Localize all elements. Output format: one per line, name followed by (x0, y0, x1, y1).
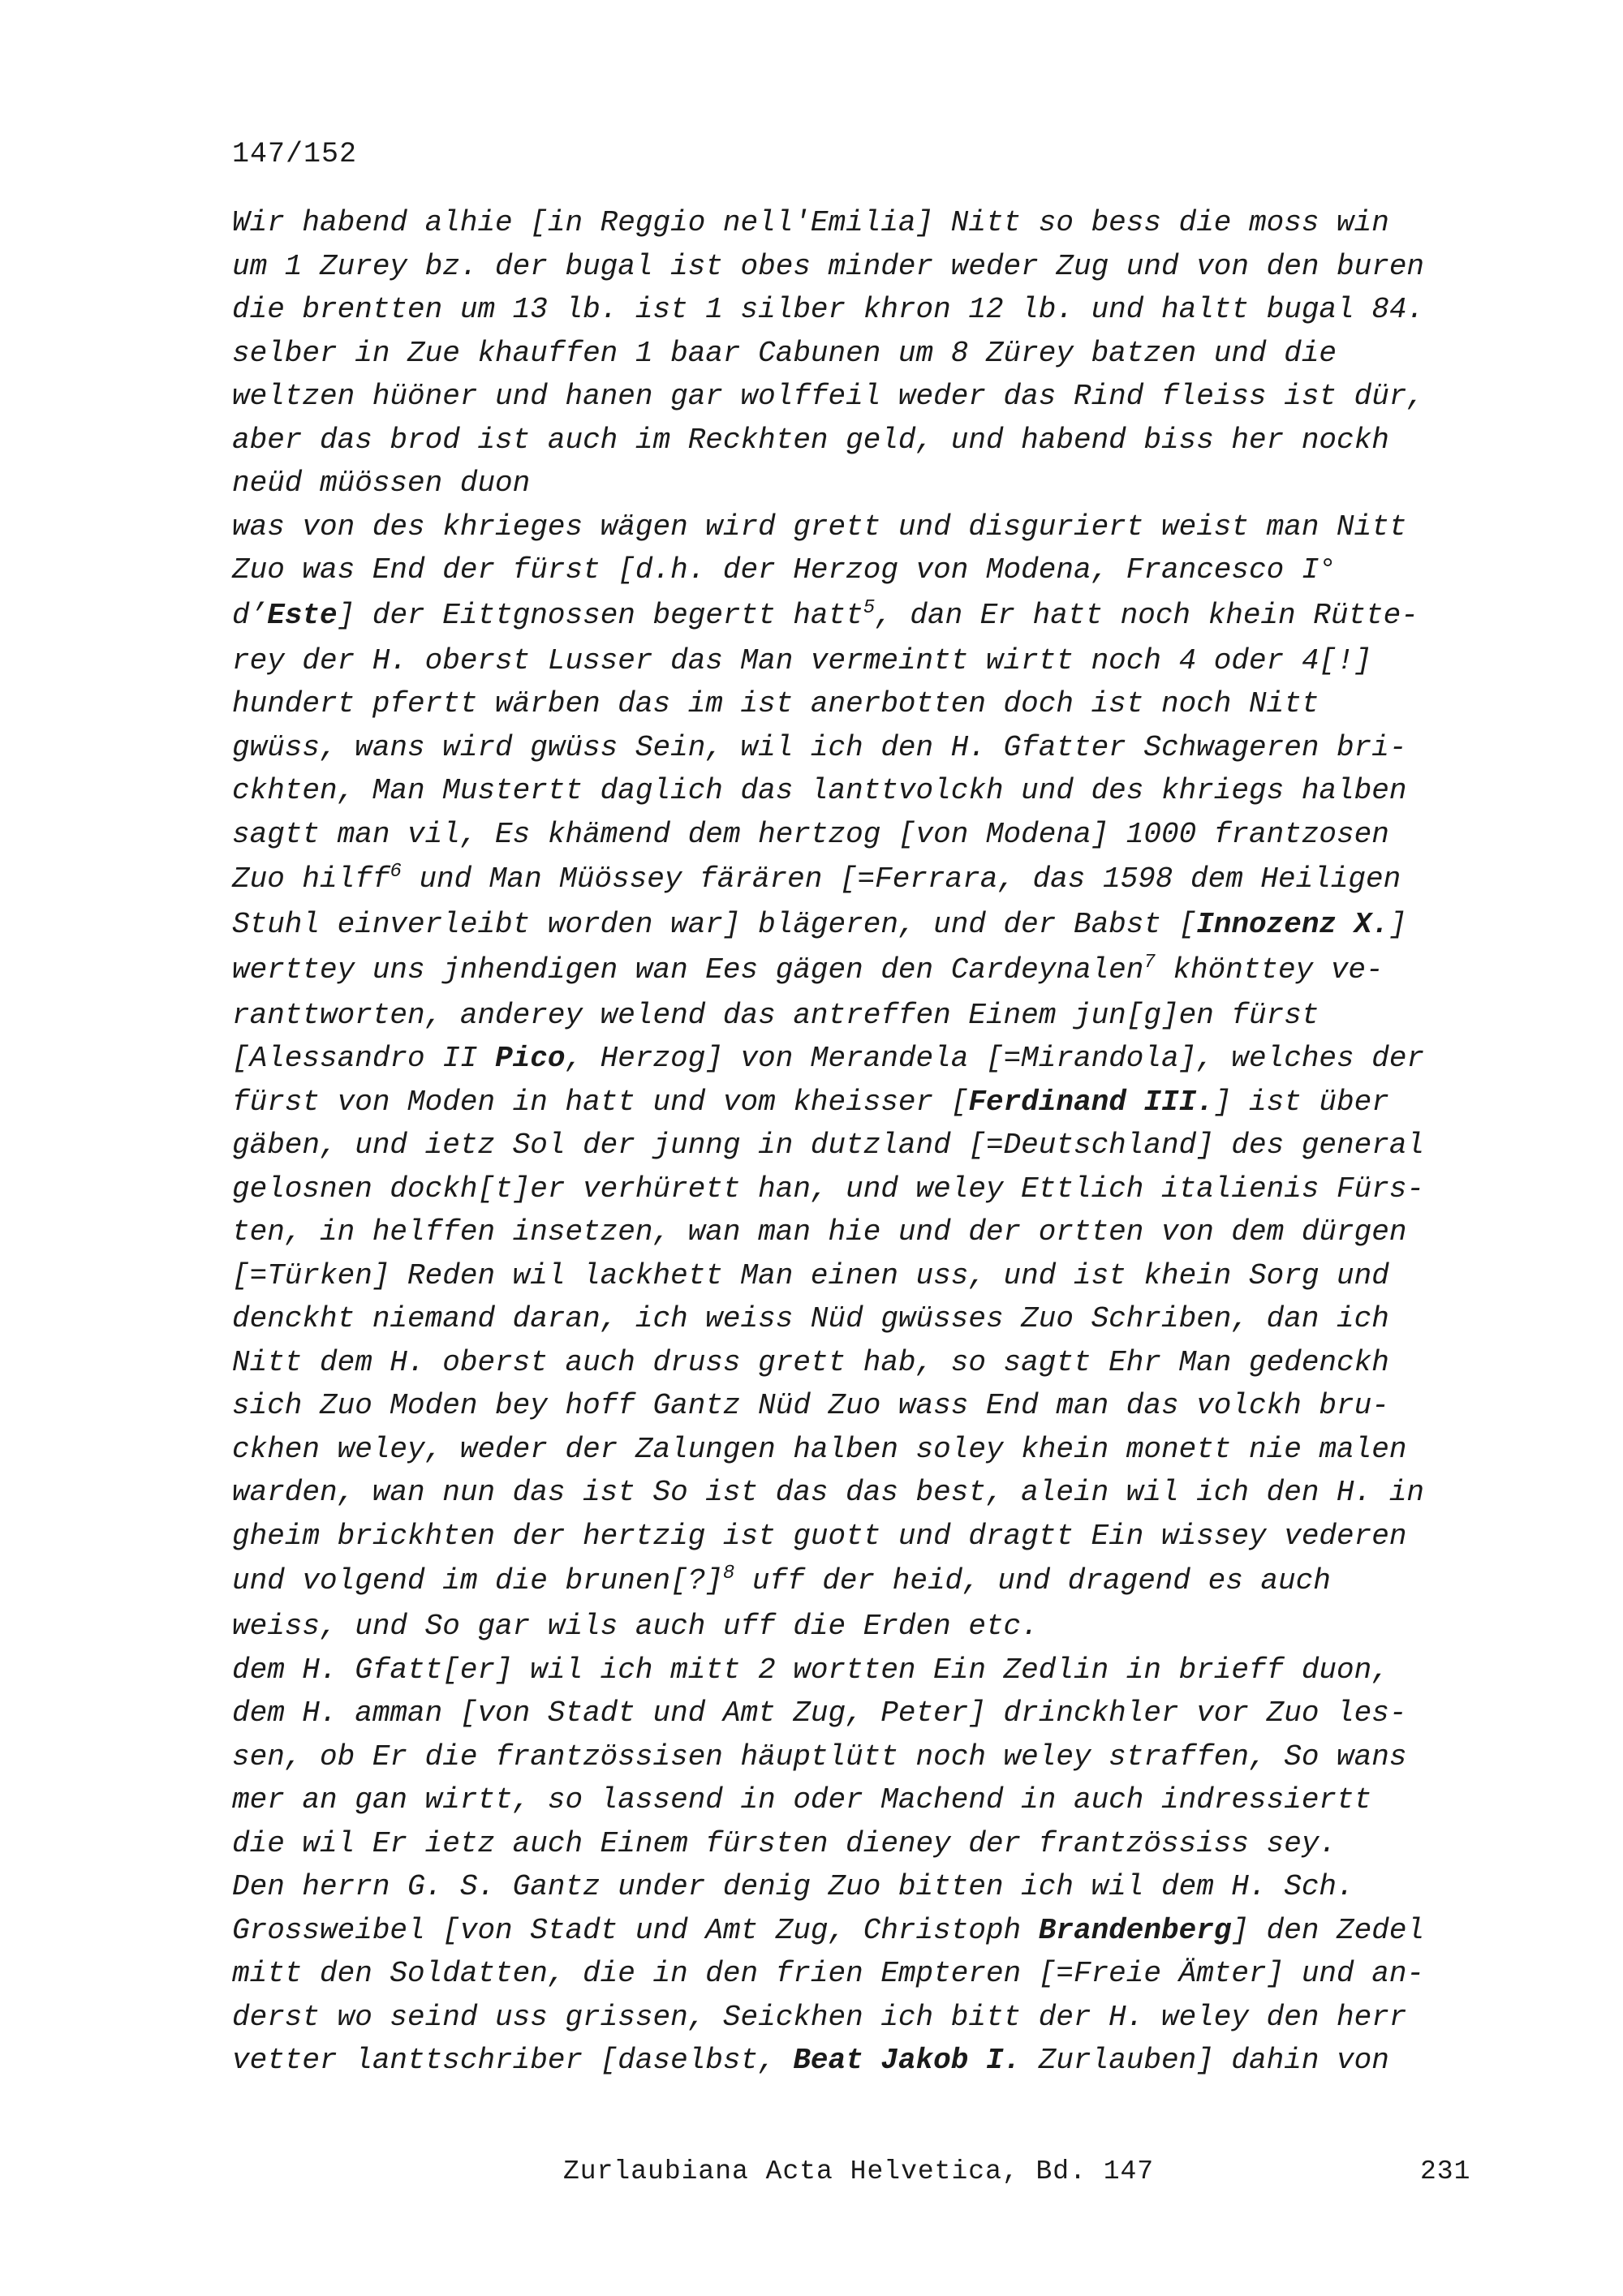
text-segment: [Alessandro II (232, 1042, 496, 1075)
text-line: neüd müössen duon (232, 467, 531, 500)
text-segment: ] (1388, 908, 1407, 941)
text-line: sen, ob Er die frantzössisen häuptlütt noch weley straffen, So wans (232, 1739, 1407, 1774)
text-line (232, 947, 1474, 994)
text-line: derst wo seind uss grissen, Seickhen ich bitt der H. weley den herr (232, 2000, 1407, 2034)
text-segment: und Man Müössey färären [=Ferrara, das 1598 dem Heiligen (401, 862, 1401, 896)
footnote-marker: 5 (863, 596, 876, 619)
text-line: Nitt dem H. oberst auch druss grett hab, so sagtt Ehr Man gedenckh (232, 1345, 1389, 1379)
footer-title: Zurlaubiana Acta Helvetica, Bd. 147 (563, 2156, 1155, 2186)
text-line: aber das brod ist auch im Reckhten geld, und habend biss her nockh (232, 423, 1389, 457)
text-segment: werttey uns jnhendigen wan Ees gägen den Cardeynalen (232, 952, 1144, 987)
text-segment: Stuhl einverleibt worden war] blägeren, und der Babst [ (232, 908, 1197, 941)
text-segment: ] der Eittgnossen begertt hatt (337, 598, 863, 632)
text-line: gwüss, wans wird gwüss Sein, wil ich den H. Gfatter Schwageren bri- (232, 730, 1407, 764)
person-name-bold: Brandenberg (1038, 1913, 1232, 1947)
text-segment: Zurlauben] dahin von (1021, 2044, 1389, 2077)
text-line (232, 592, 1474, 639)
person-name-bold: Pico (495, 1042, 566, 1075)
text-line: die wil Er ietz auch Einem fürsten dieney der frantzössiss sey. (232, 1826, 1337, 1860)
text-line: warden, wan nun das ist So ist das das best, alein wil ich den H. in (232, 1476, 1425, 1509)
text-line: gelosnen dockh[t]er verhürett han, und weley Ettlich italienis Fürs- (232, 1172, 1425, 1206)
text-segment: , dan Er hatt noch khein Rütte- (875, 598, 1419, 632)
text-line: rey der H. oberst Lusser das Man vermeintt wirtt noch 4 oder 4[!] (232, 643, 1372, 677)
person-name-bold: Beat Jakob I. (793, 2044, 1022, 2077)
text-line: sich Zuo Moden bey hoff Gantz Nüd Zuo wass End man das volckh bru- (232, 1389, 1389, 1422)
person-name-bold: Innozenz X. (1196, 908, 1389, 941)
text-line: hundert pfertt wärben das im ist anerbotten doch ist noch Nitt (232, 687, 1319, 720)
text-line: sagtt man vil, Es khämend dem hertzog [von Modena] 1000 frantzosen (232, 817, 1389, 851)
footnote-marker: 6 (390, 861, 402, 883)
text-line: ten, in helffen insetzen, wan man hie und der ortten von dem dürgen (232, 1215, 1407, 1249)
text-line (232, 1081, 1474, 1124)
text-segment: Zuo hilff (232, 862, 390, 896)
text-line: dem H. amman [von Stadt und Amt Zug, Peter] drinckhler vor Zuo les- (232, 1696, 1407, 1730)
text-line (232, 1037, 1474, 1081)
text-segment: Grossweibel [von Stadt und Amt Zug, Christoph (232, 1913, 1039, 1947)
page-reference: 147/152 (232, 138, 358, 170)
text-line: ranttworten, anderey welend das antreffen Einem jun[g]en fürst (232, 998, 1319, 1032)
text-line: ckhten, Man Mustertt daglich das lanttvolckh und des khriegs halben (232, 774, 1407, 807)
text-line: mitt den Soldatten, die in den frien Empteren [=Freie Ämter] und an- (232, 1957, 1425, 1990)
text-line: denckht niemand daran, ich weiss Nüd gwüsses Zuo Schriben, dan ich (232, 1302, 1389, 1335)
text-line: [=Türken] Reden wil lackhett Man einen uss, und ist khein Sorg und (232, 1258, 1389, 1292)
text-line: um 1 Zurey bz. der bugal ist obes minder weder Zug und von den buren (232, 249, 1425, 283)
text-line: dem H. Gfatt[er] wil ich mitt 2 wortten Ein Zedlin in brieff duon, (232, 1653, 1389, 1687)
text-line (232, 1909, 1474, 1953)
text-line: was von des khrieges wägen wird grett und disguriert weist man Nitt (232, 510, 1407, 544)
text-line: selber in Zue khauffen 1 baar Cabunen um 8 Zürey batzen und die (232, 336, 1337, 370)
text-segment: ] den Zedel (1231, 1913, 1425, 1947)
text-line (232, 1558, 1474, 1605)
text-line: Den herrn G. S. Gantz under denig Zuo bitten ich wil dem H. Sch. (232, 1870, 1354, 1903)
letter-transcription (232, 201, 1474, 2083)
text-segment: d’ (232, 598, 268, 632)
text-line: mer an gan wirtt, so lassend in oder Machend in auch indressiertt (232, 1783, 1372, 1817)
text-segment: , Herzog] von Merandela [=Mirandola], welches der (565, 1042, 1425, 1075)
text-segment: vetter lanttschriber [daselbst, (232, 2044, 794, 2077)
text-line (232, 2039, 1474, 2083)
text-segment: und volgend im die brunen[?] (232, 1564, 723, 1597)
text-line: Wir habend alhie [in Reggio nell'Emilia] Nitt so bess die moss win (232, 206, 1389, 239)
person-name-bold: Ferdinand III. (968, 1085, 1214, 1119)
text-line: gäben, und ietz Sol der junng in dutzland [=Deutschland] des general (232, 1129, 1425, 1162)
footnote-marker: 7 (1143, 951, 1156, 974)
footnote-marker: 8 (722, 1563, 735, 1584)
text-segment: khönttey ve- (1155, 952, 1384, 987)
text-line (232, 856, 1474, 903)
person-name-bold: Este (267, 598, 338, 632)
text-line: gheim brickhten der hertzig ist guott und dragtt Ein wissey vederen (232, 1519, 1407, 1553)
text-line: weltzen hüöner und hanen gar wolffeil weder das Rind fleiss ist dür, (232, 380, 1425, 413)
text-line: ckhen weley, weder der Zalungen halben soley khein monett nie malen (232, 1432, 1407, 1466)
text-segment: ] ist über (1213, 1085, 1389, 1119)
text-line: Zuo was End der fürst [d.h. der Herzog von Modena, Francesco I° (232, 553, 1337, 587)
footer-page-number: 231 (1420, 2156, 1471, 2186)
text-line: weiss, und So gar wils auch uff die Erden etc. (232, 1610, 1039, 1643)
text-segment: fürst von Moden in hatt und vom kheisser [ (232, 1085, 969, 1119)
text-segment: uff der heid, und dragend es auch (734, 1564, 1331, 1597)
text-line (232, 903, 1474, 947)
text-line: die brentten um 13 lb. ist 1 silber khron 12 lb. und haltt bugal 84. (232, 293, 1425, 326)
